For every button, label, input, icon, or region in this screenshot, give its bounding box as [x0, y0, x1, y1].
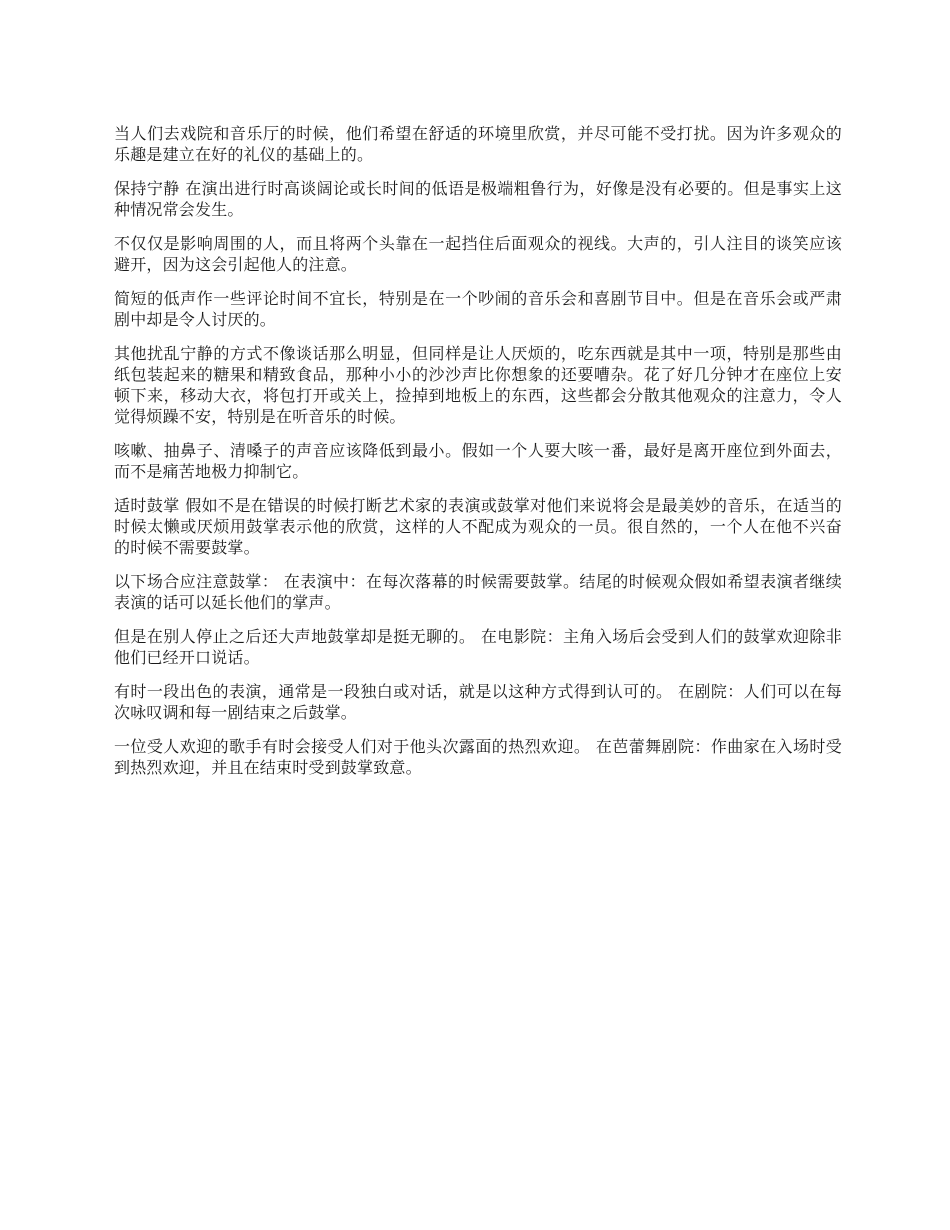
paragraph-11: 一位受人欢迎的歌手有时会接受人们对于他头次露面的热烈欢迎。 在芭蕾舞剧院：作曲家在入场时受到热烈欢迎，并且在结束时受到鼓掌致意。 — [114, 737, 842, 777]
paragraph-10: 有时一段出色的表演，通常是一段独白或对话，就是以这种方式得到认可的。 在剧院：人们可以在每次咏叹调和每一剧结束之后鼓掌。 — [114, 682, 842, 722]
paragraph-1: 当人们去戏院和音乐厅的时候，他们希望在舒适的环境里欣赏，并尽可能不受打扰。因为许多观众的乐趣是建立在好的礼仪的基础上的。 — [114, 124, 842, 164]
paragraph-5: 其他扰乱宁静的方式不像谈话那么明显，但同样是让人厌烦的，吃东西就是其中一项，特别是那些由纸包装起来的糖果和精致食品，那种小小的沙沙声比你想象的还要嘈杂。花了好几分钟才在座位上安顿下来，移动大衣，将包打开或关上，捡掉到地板上的东西，这些都会分散其他观众的注意力，令人觉得烦躁不安，特别是在听音乐的时候。 — [114, 344, 842, 426]
paragraph-4: 简短的低声作一些评论时间不宜长，特别是在一个吵闹的音乐会和喜剧节目中。但是在音乐会或严肃剧中却是令人讨厌的。 — [114, 289, 842, 329]
paragraph-3: 不仅仅是影响周围的人，而且将两个头靠在一起挡住后面观众的视线。大声的，引人注目的谈笑应该避开，因为这会引起他人的注意。 — [114, 234, 842, 274]
paragraph-2: 保持宁静 在演出进行时高谈阔论或长时间的低语是极端粗鲁行为，好像是没有必要的。但是事实上这种情况常会发生。 — [114, 179, 842, 219]
paragraph-7: 适时鼓掌 假如不是在错误的时候打断艺术家的表演或鼓掌对他们来说将会是最美妙的音乐，在适当的时候太懒或厌烦用鼓掌表示他的欣赏，这样的人不配成为观众的一员。很自然的，一个人在他不兴奋的时候不需要鼓掌。 — [114, 496, 842, 557]
paragraph-6: 咳嗽、抽鼻子、清嗓子的声音应该降低到最小。假如一个人要大咳一番，最好是离开座位到外面去，而不是痛苦地极力抑制它。 — [114, 441, 842, 481]
paragraph-9: 但是在别人停止之后还大声地鼓掌却是挺无聊的。 在电影院：主角入场后会受到人们的鼓掌欢迎除非他们已经开口说话。 — [114, 627, 842, 667]
document-body — [114, 123, 842, 791]
paragraph-8: 以下场合应注意鼓掌： 在表演中：在每次落幕的时候需要鼓掌。结尾的时候观众假如希望表演者继续表演的话可以延长他们的掌声。 — [114, 572, 842, 612]
